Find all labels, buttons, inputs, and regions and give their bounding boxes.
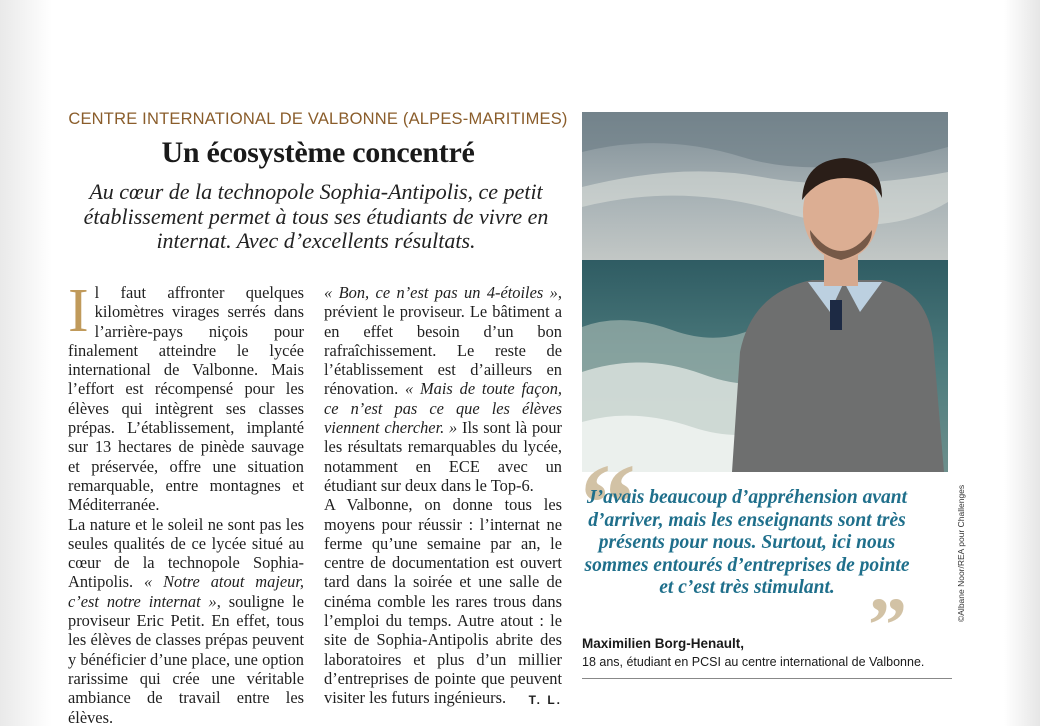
inline-quote: « Bon, ce n’est pas un 4-étoiles » [324, 283, 558, 302]
opening-quote-mark: “ [580, 442, 636, 566]
article-column-2 [324, 283, 562, 711]
paragraph-text: , prévient le proviseur. Le bâtiment a en effet besoin d’un bon rafraîchissement. Le reste de l’établissement est d’ailleurs en rénovation. [324, 283, 562, 399]
column-2-paragraph-1 [324, 283, 562, 495]
article-deck: Au cœur de la technopole Sophia-Antipolis, ce petit établissement permet à tous ses étudiants de vivre en internat. Avec d’excellents résultats. [83, 179, 549, 253]
student-photo [582, 112, 948, 472]
photo-credit-text: ©Albane Noor/REA pour Challenges [956, 484, 966, 622]
article-kicker: CENTRE INTERNATIONAL DE VALBONNE (ALPES-MARITIMES) [68, 110, 568, 128]
photo-illustration [582, 112, 948, 472]
column-1-paragraph-2 [68, 515, 304, 727]
quote-author-name: Maximilien Borg-Henault, [582, 636, 745, 651]
page-gutter-right [1004, 0, 1040, 726]
quote-author-description: 18 ans, étudiant en PCSI au centre international de Valbonne. [582, 655, 925, 669]
inline-quote: « Mais de toute façon, ce n’est pas ce que les élèves viennent chercher. » [324, 379, 563, 438]
column-2-paragraph-2 [324, 495, 562, 707]
divider [582, 678, 952, 679]
article-headline: Un écosystème concentré [161, 136, 475, 169]
paragraph-text: Ils sont là pour les résultats remarquables du lycée, notamment en ECE avec un étudiant sur deux dans le Top-6. [324, 418, 563, 495]
page-gutter-left [0, 0, 52, 726]
paragraph-text: La nature et le soleil ne sont pas les seules qualités de ce lycée situé au cœur de la technopole Sophia-Antipolis. [68, 514, 304, 592]
paragraph-text: A Valbonne, on donne tous les moyens pour réussir : l’internat ne ferme qu’une semaine par an, le centre de documentation est ouvert tard dans la soirée et une salle de cinéma comble les rares trous dans l’emploi du temps. Autre atout : le site de Sophia-Antipolis abrite des laboratoires et plus d’un millier d’entreprises de pointe que peuvent visiter les futurs ingénieurs. [324, 495, 562, 708]
inline-quote: « Notre atout majeur, c’est notre internat » [68, 572, 305, 611]
column-1-paragraph-1 [68, 277, 304, 515]
article-column-1 [68, 277, 305, 727]
photo-credit [954, 472, 968, 622]
pull-quote: J’avais beaucoup d’appréhension avant d’arriver, mais les enseignants sont très présents pour nous. Surtout, ici nous sommes entourés d’entreprises de pointe et c’est très stimulant. [584, 487, 910, 598]
author-signature: T. L. [528, 693, 562, 708]
paragraph-text: l faut affronter quelques kilomètres virages serrés dans l’arrière-pays niçois pour finalement atteindre le lycée international de Valbonne. Mais l’effort est récompensé pour les élèves qui intègrent ses classes prépas. L’établissement, implanté sur 13 hectares de pinède sauvage et préservée, offre une situation remarquable, entre montagnes et Méditerranée. [68, 283, 304, 515]
drop-cap: I [68, 277, 89, 345]
paragraph-text: , souligne le proviseur Eric Petit. En effet, tous les élèves de classes prépas peuvent y bénéficier d’une place, une option rarissime qui crée une véritable ambiance de travail entre les élèves. [68, 591, 304, 727]
closing-quote-mark: ” [868, 581, 907, 668]
